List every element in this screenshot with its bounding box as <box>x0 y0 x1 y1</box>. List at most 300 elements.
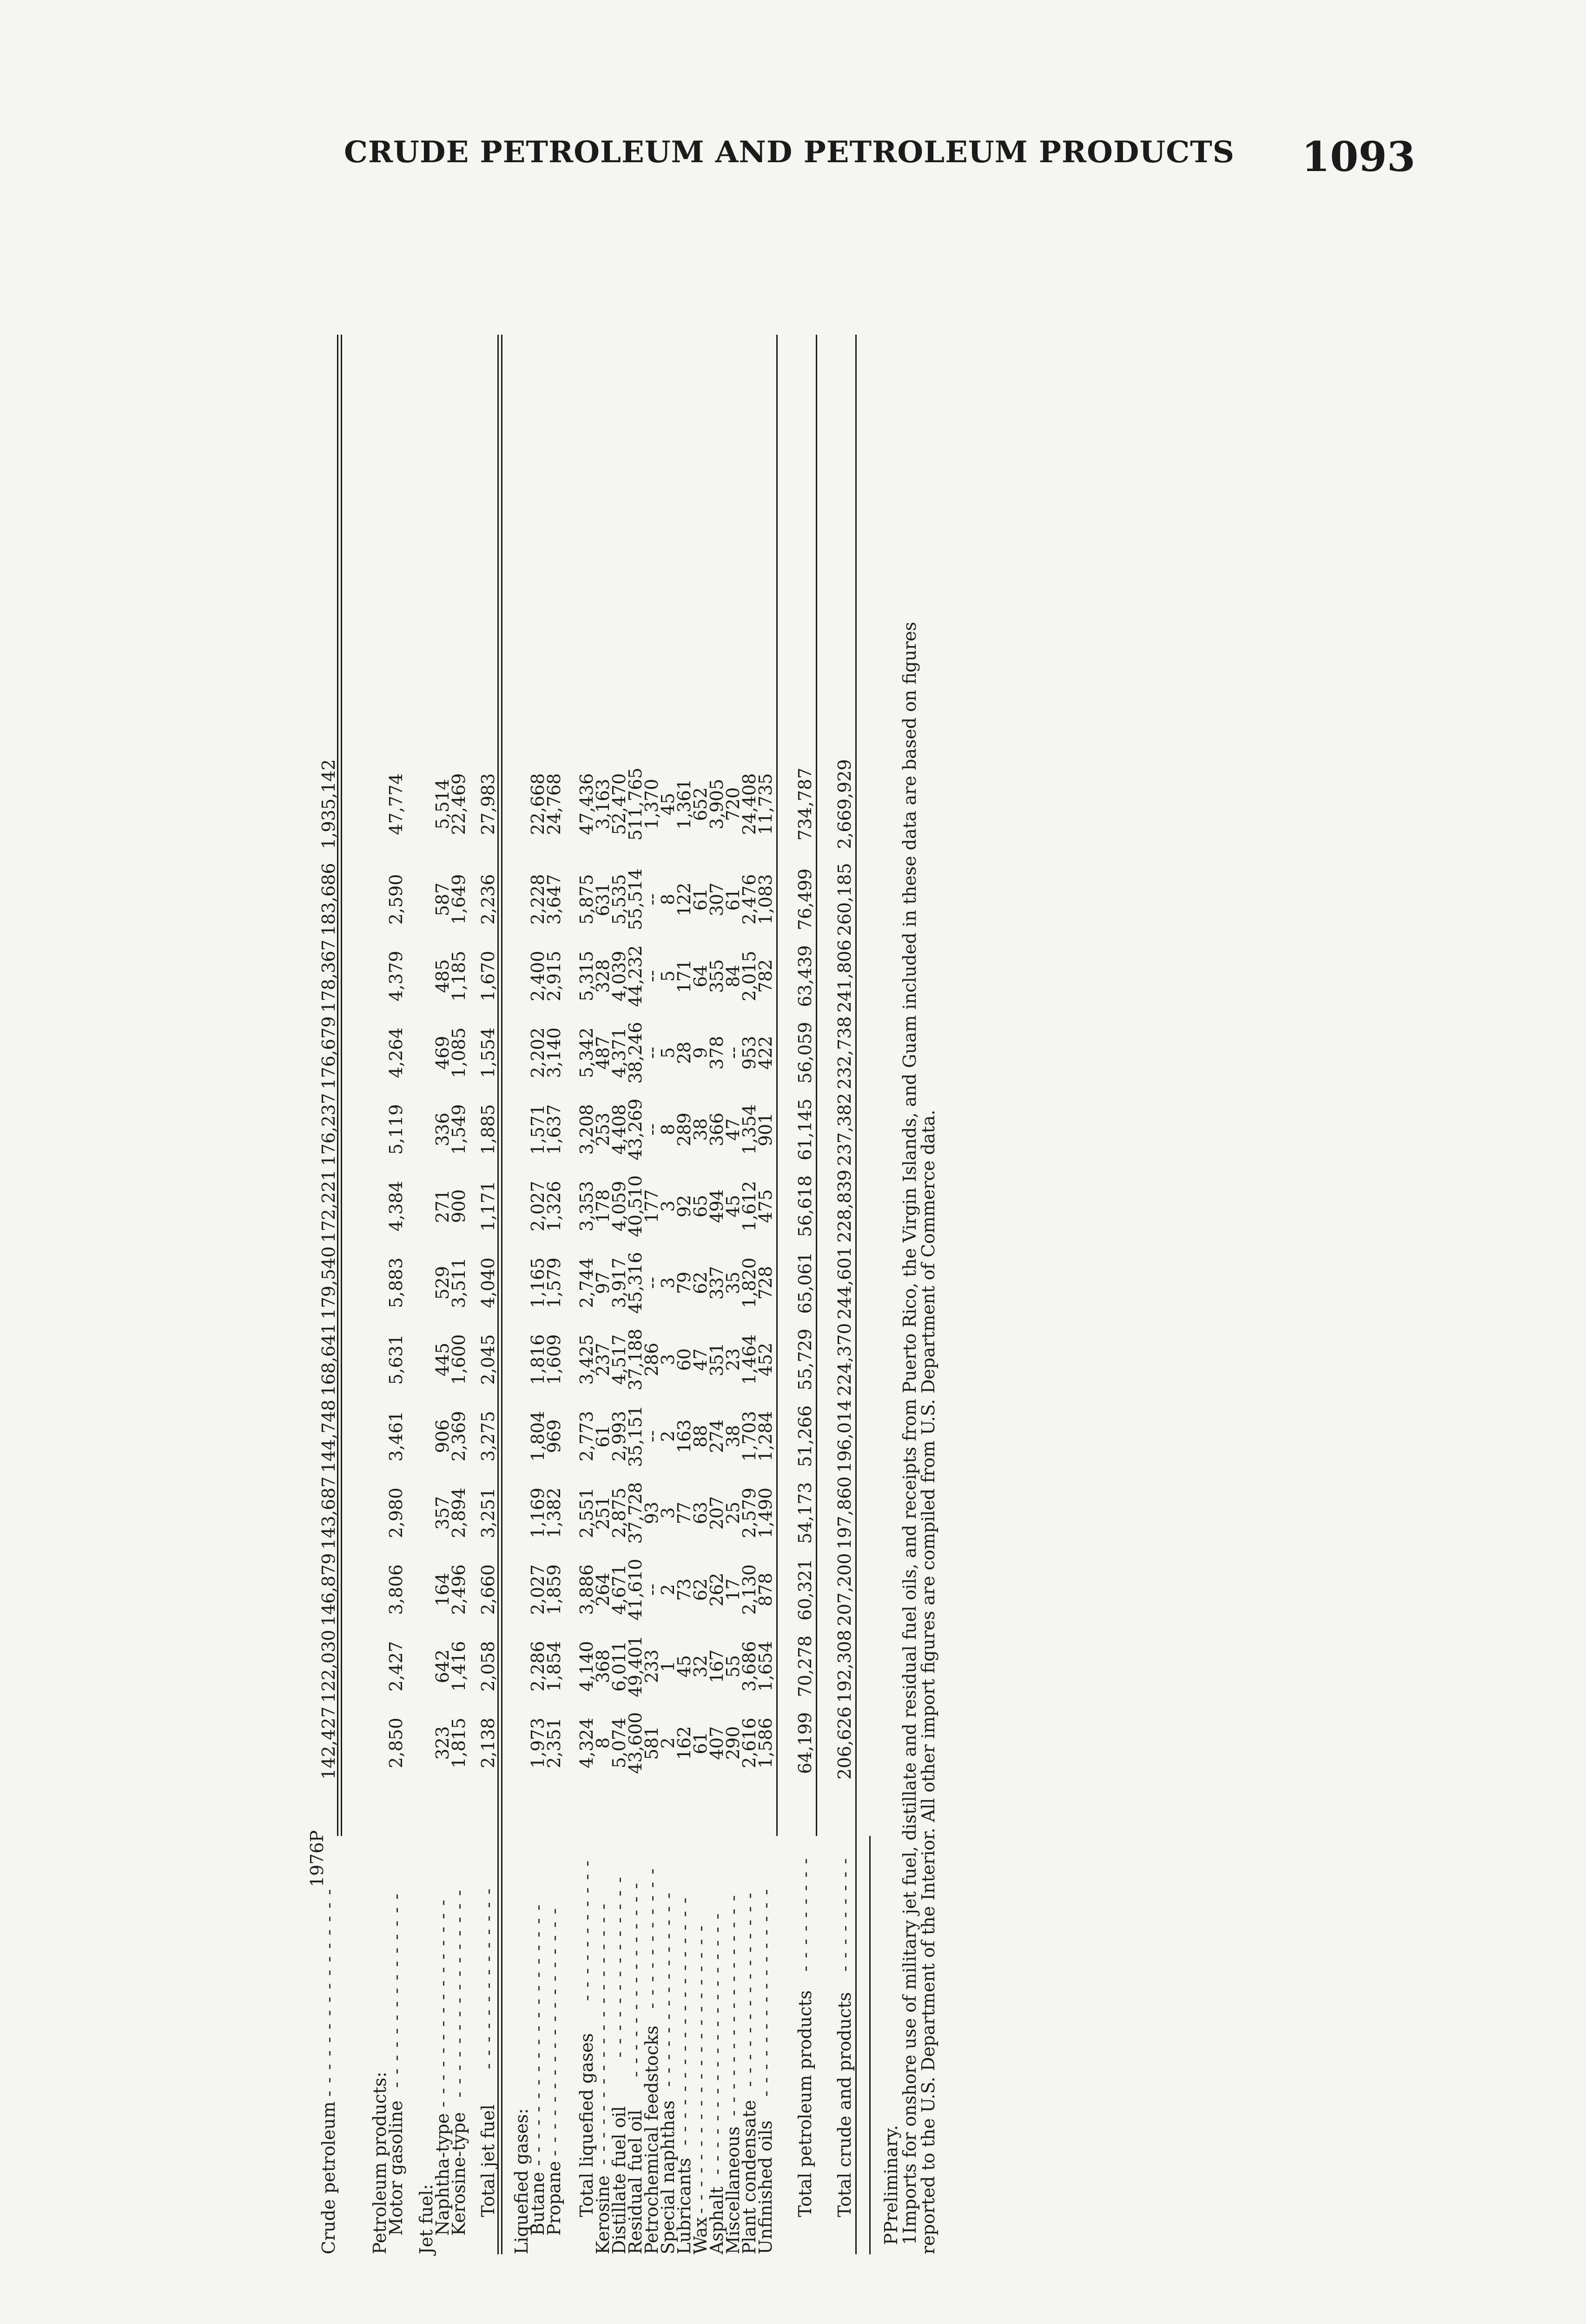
table-cell: 1,973 <box>528 1717 548 1769</box>
table-cell: 260,185 <box>834 863 855 936</box>
running-header: CRUDE PETROLEUM AND PETROLEUM PRODUCTS <box>344 135 1235 170</box>
table-cell: 63 <box>690 1501 711 1525</box>
table-cell: 969 <box>544 1419 564 1453</box>
table-cell: 38 <box>723 1425 743 1448</box>
table-cell: 233 <box>641 1649 662 1684</box>
table-cell: 55 <box>723 1655 743 1678</box>
table-cell: 176,237 <box>318 1093 339 1166</box>
table-cell: -- <box>641 1584 662 1596</box>
table-cell: 2,773 <box>576 1411 597 1462</box>
table-cell: 728 <box>755 1266 776 1300</box>
table-cell: 1,085 <box>449 1027 469 1078</box>
table-cell: 56,618 <box>795 1175 815 1237</box>
row-label: Unfinished oils <box>755 2120 776 2254</box>
table-cell: 3,208 <box>576 1104 597 1155</box>
table-cell: 307 <box>707 882 727 917</box>
table-cell: 368 <box>593 1649 613 1684</box>
table-rule <box>776 335 778 1836</box>
dot-leader: - - - - - - - - - - - - - - - - - <box>723 1894 743 2123</box>
table-cell: 5,883 <box>386 1257 406 1308</box>
table-cell: 1,649 <box>449 874 469 925</box>
table-cell: 65 <box>690 1195 711 1218</box>
dot-leader: - - - - - - - - - - - - - - - - - - - <box>674 1896 694 2152</box>
table-cell: 366 <box>707 1112 727 1147</box>
table-cell: 2,496 <box>449 1564 469 1615</box>
table-cell: 1,370 <box>641 779 662 830</box>
table-cell: -- <box>641 1430 662 1442</box>
dot-leader: - - - - - - - - - - - - - - - - - - - - <box>593 1902 613 2172</box>
table-cell: 2,616 <box>739 1717 760 1769</box>
table-cell: 9 <box>690 1047 711 1059</box>
table-cell: 163 <box>674 1419 694 1453</box>
table-cell: 183,686 <box>318 863 339 936</box>
table-cell: 290 <box>723 1726 743 1760</box>
row-label: Butane <box>528 2172 548 2236</box>
table-cell: 1,165 <box>528 1257 548 1308</box>
footnote-line: PPreliminary. <box>881 2125 901 2245</box>
table-cell: 84 <box>723 964 743 988</box>
table-cell: 1,354 <box>739 1104 760 1155</box>
table-cell: 45,316 <box>625 1252 646 1314</box>
table-cell: 4,324 <box>576 1717 597 1769</box>
table-cell: 196,014 <box>834 1400 855 1473</box>
table-cell: 1,654 <box>755 1641 776 1692</box>
table-cell: 323 <box>432 1726 453 1760</box>
table-cell: 3,425 <box>576 1334 597 1385</box>
page-number: 1093 <box>1302 132 1415 181</box>
table-cell: 8 <box>658 893 678 905</box>
table-cell: 906 <box>432 1419 453 1453</box>
table-cell: 1,935,142 <box>318 759 339 849</box>
table-cell: 1,885 <box>478 1104 498 1155</box>
table-cell: 192,308 <box>834 1630 855 1703</box>
table-cell: 2,669,929 <box>834 759 855 849</box>
table-cell: 62 <box>690 1271 711 1294</box>
table-cell: 2,993 <box>609 1411 629 1462</box>
dot-leader: - - - - - - - - - - - - - - - <box>658 1892 678 2093</box>
table-cell: 642 <box>432 1649 453 1684</box>
dot-leader: - - - - - - - - - - - - - - - <box>739 1892 760 2093</box>
table-cell: 62 <box>690 1578 711 1601</box>
table-cell: 43,269 <box>625 1098 646 1161</box>
row-label: Asphalt <box>707 2186 727 2254</box>
table-cell: 11,735 <box>755 773 776 835</box>
dot-leader: - - - - - - - - - - - <box>576 1859 597 2007</box>
table-cell: 61 <box>690 1731 711 1755</box>
row-label: Propane <box>544 2161 564 2236</box>
table-cell: 55,729 <box>795 1328 815 1391</box>
dot-leader: - - - - - - - - - - - - - - - - - - - - - - <box>690 1924 711 2220</box>
table-cell: 355 <box>707 959 727 993</box>
table-cell: 336 <box>432 1112 453 1147</box>
table-cell: 43,600 <box>625 1712 646 1774</box>
table-cell: 44,232 <box>625 945 646 1007</box>
table-rule <box>341 335 342 1836</box>
table-cell: 179,540 <box>318 1246 339 1320</box>
table-cell: 3,905 <box>707 779 727 830</box>
table-cell: 2,400 <box>528 951 548 1002</box>
table-cell: 49,401 <box>625 1635 646 1697</box>
row-label: Total liquefied gases <box>576 2033 597 2217</box>
row-label: Total crude and products <box>834 1992 855 2217</box>
table-cell: 51,266 <box>795 1405 815 1467</box>
table-cell: 1,284 <box>755 1411 776 1462</box>
table-cell: 61 <box>593 1425 613 1448</box>
table-cell: 2,228 <box>528 874 548 925</box>
table-cell: 1,490 <box>755 1487 776 1538</box>
row-label: Miscellaneous <box>723 2126 743 2254</box>
table-cell: 73 <box>674 1578 694 1601</box>
table-cell: 41,610 <box>625 1558 646 1621</box>
table-cell: 953 <box>739 1036 760 1070</box>
table-cell: 37,728 <box>625 1482 646 1544</box>
table-cell: 2 <box>658 1584 678 1596</box>
table-cell: 5,315 <box>576 951 597 1002</box>
table-rule <box>855 335 857 2254</box>
table-cell: 475 <box>755 1189 776 1223</box>
table-cell: 61,145 <box>795 1098 815 1161</box>
table-cell: 3 <box>658 1277 678 1289</box>
dot-leader: - - - - - - - - - - - - - - - <box>625 1882 646 2084</box>
table-cell: 487 <box>593 1036 613 1070</box>
table-cell: 5,342 <box>576 1027 597 1078</box>
rotated-table-body <box>293 209 1223 2254</box>
table-cell: 2,027 <box>528 1181 548 1232</box>
table-cell: 88 <box>690 1425 711 1448</box>
table-cell: 1,554 <box>478 1027 498 1078</box>
table-cell: 2 <box>658 1430 678 1442</box>
table-cell: 63,439 <box>795 945 815 1007</box>
table-cell: 55,514 <box>625 868 646 931</box>
table-cell: 274 <box>707 1419 727 1453</box>
table-cell: 2,660 <box>478 1564 498 1615</box>
table-cell: 38 <box>690 1118 711 1141</box>
table-cell: 79 <box>674 1271 694 1294</box>
table-cell: 3,886 <box>576 1564 597 1615</box>
dot-leader: - - - - - - - - - - - - - - - <box>386 1893 406 2094</box>
table-cell: 47 <box>690 1348 711 1371</box>
table-cell: 61 <box>723 888 743 911</box>
table-cell: 1,083 <box>755 874 776 925</box>
table-cell: 228,839 <box>834 1169 855 1243</box>
table-cell: 1,820 <box>739 1257 760 1308</box>
table-cell: 422 <box>755 1036 776 1070</box>
table-cell: 1,859 <box>544 1564 564 1615</box>
row-label: Total petroleum products <box>795 1990 815 2217</box>
table-cell: 241,806 <box>834 939 855 1013</box>
table-cell: 2,027 <box>528 1564 548 1615</box>
dot-leader: - - - - - - - - - - - - - - - - <box>318 1888 339 2103</box>
table-cell: 1,416 <box>449 1641 469 1692</box>
table-cell: 5,119 <box>386 1104 406 1155</box>
table-cell: 76,499 <box>795 868 815 931</box>
table-cell: 22,469 <box>449 773 469 835</box>
table-cell: 3,140 <box>544 1027 564 1078</box>
table-cell: 244,601 <box>834 1246 855 1320</box>
table-cell: 143,687 <box>318 1476 339 1550</box>
table-cell: 2,015 <box>739 951 760 1002</box>
row-label: Residual fuel oil <box>625 2110 646 2254</box>
table-cell: 2,202 <box>528 1027 548 1078</box>
table-cell: 1,361 <box>674 779 694 830</box>
table-cell: 2,915 <box>544 951 564 1002</box>
table-cell: 237,382 <box>834 1093 855 1166</box>
table-cell: 64 <box>690 964 711 988</box>
table-cell: 178,367 <box>318 939 339 1013</box>
table-cell: 2,427 <box>386 1641 406 1692</box>
table-cell: 28 <box>674 1041 694 1064</box>
table-cell: 631 <box>593 882 613 917</box>
table-cell: 1,804 <box>528 1411 548 1462</box>
table-cell: 445 <box>432 1342 453 1377</box>
table-cell: 38,246 <box>625 1022 646 1084</box>
table-cell: 4,371 <box>609 1027 629 1078</box>
table-cell: 1,637 <box>544 1104 564 1155</box>
table-cell: 65,061 <box>795 1252 815 1314</box>
table-cell: 172,221 <box>318 1169 339 1243</box>
table-cell: -- <box>723 1047 743 1059</box>
table-cell: 168,641 <box>318 1323 339 1396</box>
table-cell: 262 <box>707 1572 727 1607</box>
table-cell: 1,464 <box>739 1334 760 1385</box>
table-cell: 3,461 <box>386 1411 406 1462</box>
table-cell: 4,384 <box>386 1181 406 1232</box>
table-cell: 40,510 <box>625 1175 646 1237</box>
row-label: Liquefied gases: <box>511 2108 532 2254</box>
table-cell: 22,668 <box>528 773 548 835</box>
table-cell: 4,140 <box>576 1641 597 1692</box>
table-cell: -- <box>641 1123 662 1136</box>
table-cell: 485 <box>432 959 453 993</box>
table-cell: 1,600 <box>449 1334 469 1385</box>
table-cell: 3,511 <box>449 1257 469 1308</box>
table-cell: 2,045 <box>478 1334 498 1385</box>
table-cell: 1,382 <box>544 1487 564 1538</box>
table-cell: 2,551 <box>576 1487 597 1538</box>
table-cell: 1,815 <box>449 1717 469 1769</box>
table-cell: 97 <box>593 1271 613 1294</box>
table-cell: 328 <box>593 959 613 993</box>
table-cell: 5,875 <box>576 874 597 925</box>
row-label: Plant condensate <box>739 2100 760 2254</box>
table-cell: 3,353 <box>576 1181 597 1232</box>
table-cell: 357 <box>432 1496 453 1530</box>
dot-leader: - - - - - - - - - - - - - - - - <box>755 1888 776 2103</box>
row-label: Crude petroleum <box>318 2101 339 2254</box>
table-cell: 8 <box>658 1123 678 1136</box>
table-cell: 2,894 <box>449 1487 469 1538</box>
table-cell: 1,586 <box>755 1717 776 1769</box>
dot-leader: - - - - - - - - - - - - - - - - <box>449 1889 469 2104</box>
table-cell: 1,612 <box>739 1181 760 1232</box>
table-cell: 4,264 <box>386 1027 406 1078</box>
table-cell: 2,130 <box>739 1564 760 1615</box>
table-cell: 1,670 <box>478 951 498 1002</box>
table-cell: 92 <box>674 1195 694 1218</box>
table-cell: 176,679 <box>318 1016 339 1089</box>
table-cell: 3 <box>658 1507 678 1519</box>
table-cell: 52,470 <box>609 773 629 835</box>
table-cell: 1,326 <box>544 1181 564 1232</box>
table-cell: 378 <box>707 1036 727 1070</box>
table-cell: 207 <box>707 1496 727 1530</box>
table-cell: 142,427 <box>318 1706 339 1780</box>
table-cell: 2,980 <box>386 1487 406 1538</box>
table-cell: 1,579 <box>544 1257 564 1308</box>
table-cell: 4,040 <box>478 1257 498 1308</box>
table-cell: 720 <box>723 787 743 821</box>
table-cell: 47 <box>723 1118 743 1141</box>
table-rule <box>501 335 502 2254</box>
table-cell: 56,059 <box>795 1022 815 1084</box>
table-cell: 47,774 <box>386 773 406 835</box>
table-cell: 1 <box>658 1660 678 1672</box>
table-cell: 1,703 <box>739 1411 760 1462</box>
table-cell: 1,816 <box>528 1334 548 1385</box>
table-cell: 2,476 <box>739 874 760 925</box>
table-cell: 289 <box>674 1112 694 1147</box>
table-cell: 1,609 <box>544 1334 564 1385</box>
table-cell: 232,738 <box>834 1016 855 1089</box>
table-cell: 264 <box>593 1572 613 1607</box>
table-cell: 1,854 <box>544 1641 564 1692</box>
table-cell: 4,671 <box>609 1564 629 1615</box>
table-cell: 162 <box>674 1726 694 1760</box>
table-cell: 251 <box>593 1496 613 1530</box>
table-cell: 45 <box>723 1195 743 1218</box>
table-cell: 652 <box>690 787 711 821</box>
row-label: Jet fuel: <box>416 2184 436 2254</box>
table-cell: 54,173 <box>795 1482 815 1544</box>
table-cell: -- <box>641 893 662 905</box>
table-cell: 224,370 <box>834 1323 855 1396</box>
table-cell: 494 <box>707 1189 727 1223</box>
table-rule <box>816 335 817 1836</box>
dot-leader: - - - - - - - - - - - - - - - - - - - - <box>528 1903 548 2172</box>
table-cell: 2 <box>658 1737 678 1749</box>
dot-leader: - - - - - - - - - - - <box>641 1867 662 2015</box>
row-label: Petroleum products: <box>370 2072 390 2254</box>
dot-leader: - - - - - - - - - - - - - - <box>478 1888 498 2076</box>
table-cell: 351 <box>707 1342 727 1377</box>
table-cell: 407 <box>707 1726 727 1760</box>
table-cell: 286 <box>641 1342 662 1377</box>
row-label: Special naphthas <box>658 2100 678 2254</box>
table-cell: 32 <box>690 1655 711 1678</box>
table-cell: 782 <box>755 959 776 993</box>
table-cell: 2,590 <box>386 874 406 925</box>
table-cell: 6,011 <box>609 1641 629 1692</box>
dot-leader: - - - - - - - - - <box>834 1857 855 1978</box>
table-cell: 5 <box>658 970 678 982</box>
table-cell: 469 <box>432 1036 453 1070</box>
table-cell: 93 <box>641 1501 662 1525</box>
table-cell: 144,748 <box>318 1400 339 1473</box>
table-cell: 2,058 <box>478 1641 498 1692</box>
table-cell: 271 <box>432 1189 453 1223</box>
table-cell: 2,744 <box>576 1257 597 1308</box>
table-cell: 1,571 <box>528 1104 548 1155</box>
table-cell: 70,278 <box>795 1635 815 1697</box>
table-cell: 237 <box>593 1342 613 1377</box>
table-cell: 122 <box>674 882 694 917</box>
row-label: Naphtha-type <box>432 2113 453 2236</box>
table-cell: 734,787 <box>795 767 815 841</box>
table-cell: 23 <box>723 1348 743 1371</box>
table-cell: 3 <box>658 1200 678 1212</box>
table-cell: 17 <box>723 1578 743 1601</box>
table-cell: 4,379 <box>386 951 406 1002</box>
table-cell: 45 <box>658 792 678 816</box>
table-cell: 206,626 <box>834 1706 855 1780</box>
table-cell: 2,236 <box>478 874 498 925</box>
table-cell: 581 <box>641 1726 662 1760</box>
table-cell: 337 <box>707 1266 727 1300</box>
footnote-line: 1Imports for onshore use of military jet fuel, distillate and residual fuel oils, and receipts from Puerto Rico, the Virgin Islands, and Guam included in these data are based on figures <box>899 621 920 2245</box>
table-cell: 60,321 <box>795 1558 815 1621</box>
table-cell: 146,879 <box>318 1553 339 1626</box>
table-cell: 2,286 <box>528 1641 548 1692</box>
table-cell: 3,275 <box>478 1411 498 1462</box>
table-cell: 60 <box>674 1348 694 1371</box>
table-cell: 253 <box>593 1112 613 1147</box>
row-label: Petrochemical feedstocks <box>641 2025 662 2254</box>
table-cell: 511,765 <box>625 767 646 841</box>
table-cell: 4,059 <box>609 1181 629 1232</box>
table-cell: 164 <box>432 1572 453 1607</box>
row-label: Kerosine-type <box>449 2112 469 2236</box>
table-cell: 2,351 <box>544 1717 564 1769</box>
table-cell: 4,039 <box>609 951 629 1002</box>
table-cell: 3,686 <box>739 1641 760 1692</box>
table-cell: 197,860 <box>834 1476 855 1550</box>
table-cell: 3,647 <box>544 874 564 925</box>
table-cell: 5,535 <box>609 874 629 925</box>
table-cell: 1,549 <box>449 1104 469 1155</box>
table-cell: 878 <box>755 1572 776 1607</box>
table-cell: 3,806 <box>386 1564 406 1615</box>
table-cell: 5,514 <box>432 779 453 830</box>
table-cell: 64,199 <box>795 1712 815 1774</box>
row-label: Motor gasoline <box>386 2100 406 2236</box>
table-cell: 167 <box>707 1649 727 1684</box>
row-label: Kerosine <box>593 2175 613 2254</box>
table-cell: 2,138 <box>478 1717 498 1769</box>
table-cell: 5 <box>658 1047 678 1059</box>
table-cell: 529 <box>432 1266 453 1300</box>
table-cell: 452 <box>755 1342 776 1377</box>
table-cell: 3,251 <box>478 1487 498 1538</box>
table-cell: 8 <box>593 1737 613 1749</box>
row-label: Lubricants <box>674 2158 694 2254</box>
table-cell: 5,074 <box>609 1717 629 1769</box>
table-cell: -- <box>641 970 662 982</box>
table-cell: 587 <box>432 882 453 917</box>
table-cell: 61 <box>690 888 711 911</box>
table-cell: 901 <box>755 1112 776 1147</box>
table-cell: 1,169 <box>528 1487 548 1538</box>
table-cell: 47,436 <box>576 773 597 835</box>
table-cell: 77 <box>674 1501 694 1525</box>
table-cell: 5,631 <box>386 1334 406 1385</box>
dot-leader: - - - - - - - - - - - - - - - - - - - - <box>707 1912 727 2181</box>
table-cell: 2,875 <box>609 1487 629 1538</box>
table-cell: 3,917 <box>609 1257 629 1308</box>
table-cell: 177 <box>641 1189 662 1223</box>
row-label: Distillate fuel oil <box>609 2106 629 2254</box>
dot-leader: - - - - - - - - - - - - - - - - <box>432 1899 453 2114</box>
table-cell: 25 <box>723 1501 743 1525</box>
